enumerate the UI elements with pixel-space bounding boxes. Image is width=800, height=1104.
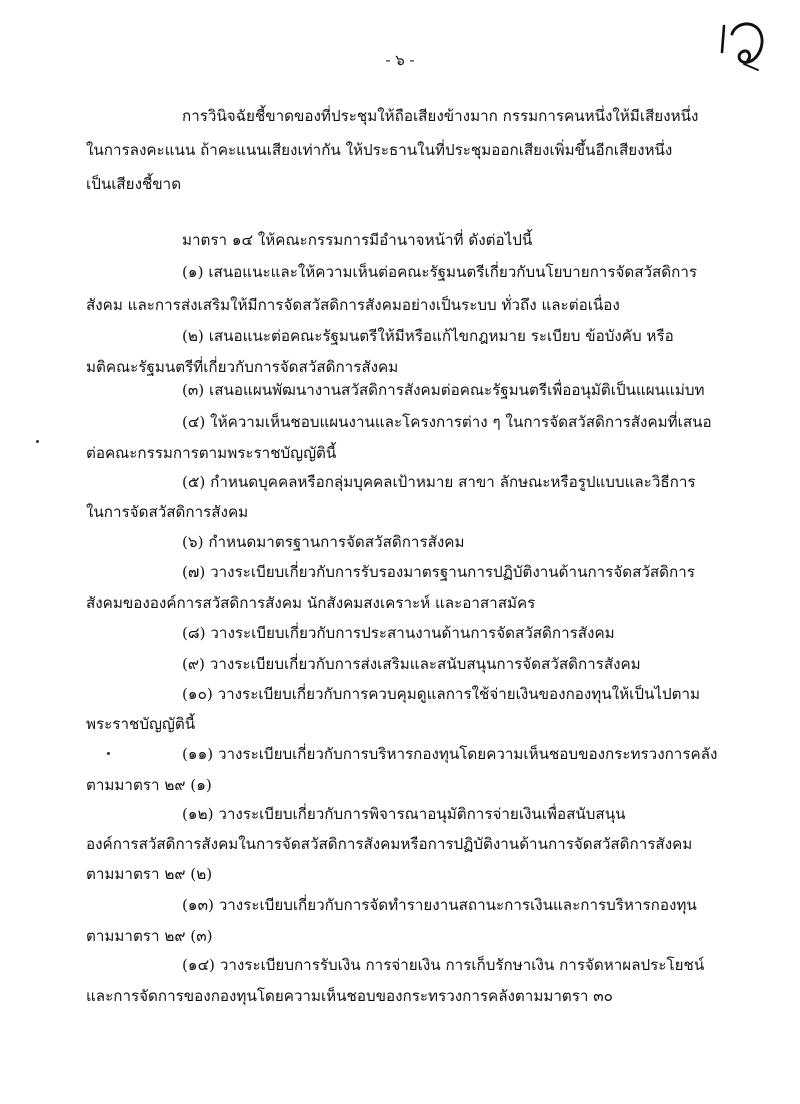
text-line: (๑๓) วางระเบียบเกี่ยวกับการจัดทำรายงานสถานะการเงินและการบริหารกองทุน xyxy=(182,896,697,914)
scan-speck xyxy=(36,440,39,443)
text-line: ตามมาตรา ๒๙ (๒) xyxy=(86,865,213,883)
text-line: (๑๒) วางระเบียบเกี่ยวกับการพิจารณาอนุมัติการจ่ายเงินเพื่อสนับสนุน xyxy=(182,805,626,823)
text-line: องค์การสวัสดิการสังคมในการจัดสวัสดิการสังคมหรือการปฏิบัติงานด้านการจัดสวัสดิการสังคม xyxy=(86,835,693,853)
scan-speck xyxy=(107,752,110,755)
text-line: (๘) วางระเบียบเกี่ยวกับการประสานงานด้านการจัดสวัสดิการสังคม xyxy=(182,624,615,642)
text-line: เป็นเสียงชี้ขาด xyxy=(86,175,182,193)
text-line: ต่อคณะกรรมการตามพระราชบัญญัตินี้ xyxy=(86,444,337,462)
handwritten-page-mark xyxy=(718,12,770,72)
text-line: (๖) กำหนดมาตรฐานการจัดสวัสดิการสังคม xyxy=(182,533,465,551)
text-line: มติคณะรัฐมนตรีที่เกี่ยวกับการจัดสวัสดิการสังคม xyxy=(86,358,399,376)
text-line: (๙) วางระเบียบเกี่ยวกับการส่งเสริมและสนับสนุนการจัดสวัสดิการสังคม xyxy=(182,655,641,673)
text-line: การวินิจฉัยชี้ขาดของที่ประชุมให้ถือเสียงข้างมาก กรรมการคนหนึ่งให้มีเสียงหนึ่ง xyxy=(182,107,699,125)
section-heading: มาตรา ๑๔ ให้คณะกรรมการมีอำนาจหน้าที่ ดังต่อไปนี้ xyxy=(182,231,533,249)
text-line: ตามมาตรา ๒๙ (๑) xyxy=(86,776,212,794)
text-line: (๔) ให้ความเห็นชอบแผนงานและโครงการต่าง ๆ ในการจัดสวัสดิการสังคมที่เสนอ xyxy=(182,413,712,431)
page-number: - ๖ - xyxy=(385,51,415,69)
text-line: (๗) วางระเบียบเกี่ยวกับการรับรองมาตรฐานการปฏิบัติงานด้านการจัดสวัสดิการ xyxy=(182,563,695,581)
text-line: สังคม และการส่งเสริมให้มีการจัดสวัสดิการสังคมอย่างเป็นระบบ ทั่วถึง และต่อเนื่อง xyxy=(86,296,620,314)
text-line: (๑๑) วางระเบียบเกี่ยวกับการบริหารกองทุนโดยความเห็นชอบของกระทรวงการคลัง xyxy=(182,745,718,763)
text-line: และการจัดการของกองทุนโดยความเห็นชอบของกระทรวงการคลังตามมาตรา ๓๐ xyxy=(86,987,613,1005)
text-line: ตามมาตรา ๒๙ (๓) xyxy=(86,927,213,945)
text-line: ในการจัดสวัสดิการสังคม xyxy=(86,503,249,521)
text-line: (๒) เสนอแนะต่อคณะรัฐมนตรีให้มีหรือแก้ไขกฎหมาย ระเบียบ ข้อบังคับ หรือ xyxy=(182,327,674,345)
text-line: (๑) เสนอแนะและให้ความเห็นต่อคณะรัฐมนตรีเกี่ยวกับนโยบายการจัดสวัสดิการ xyxy=(182,263,698,281)
text-line: สังคมขององค์การสวัสดิการสังคม นักสังคมสงเคราะห์ และอาสาสมัคร xyxy=(86,594,536,612)
text-line: (๑๐) วางระเบียบเกี่ยวกับการควบคุมดูแลการใช้จ่ายเงินของกองทุนให้เป็นไปตาม xyxy=(182,685,701,703)
text-line: (๑๔) วางระเบียบการรับเงิน การจ่ายเงิน การเก็บรักษาเงิน การจัดหาผลประโยชน์ xyxy=(182,956,705,974)
text-line: (๕) กำหนดบุคคลหรือกลุ่มบุคคลเป้าหมาย สาขา ลักษณะหรือรูปแบบและวิธีการ xyxy=(182,473,696,491)
text-line: พระราชบัญญัตินี้ xyxy=(86,715,196,733)
text-line: (๓) เสนอแผนพัฒนางานสวัสดิการสังคมต่อคณะรัฐมนตรีเพื่ออนุมัติเป็นแผนแม่บท xyxy=(182,381,705,399)
text-line: ในการลงคะแนน ถ้าคะแนนเสียงเท่ากัน ให้ประธานในที่ประชุมออกเสียงเพิ่มขึ้นอีกเสียงหนึ่ง xyxy=(86,141,673,159)
